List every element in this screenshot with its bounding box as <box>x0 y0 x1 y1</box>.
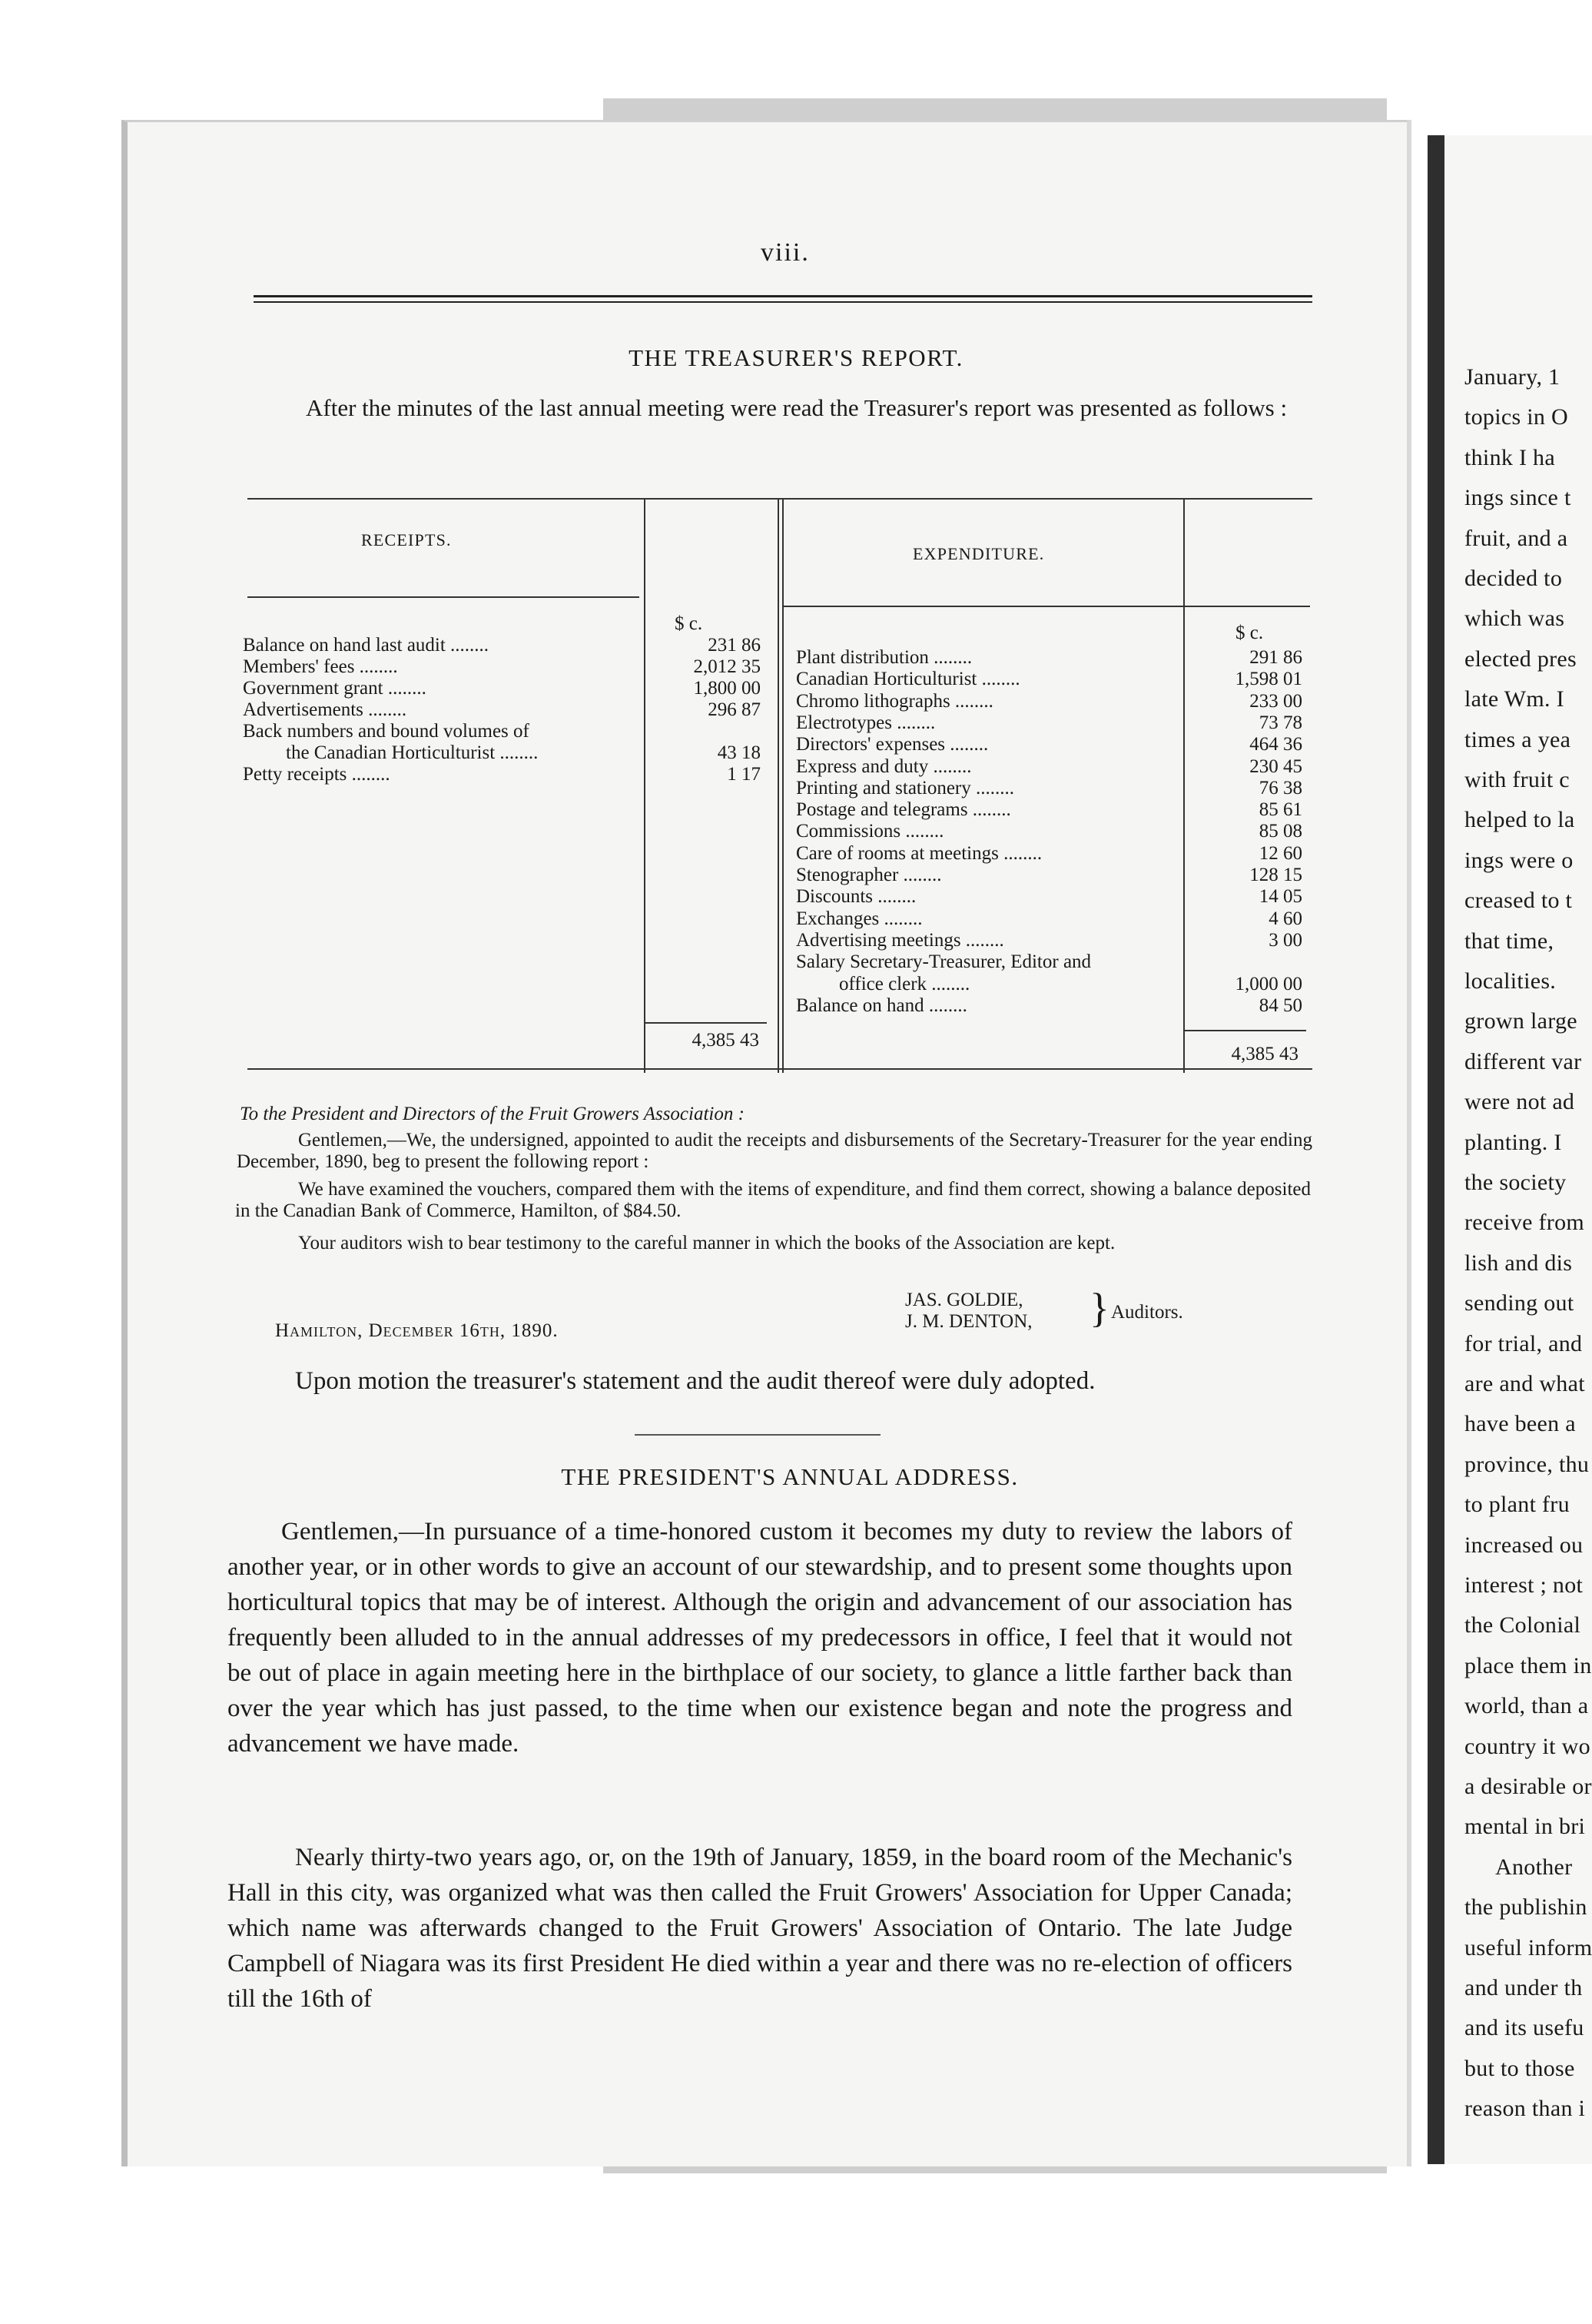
expenditure-amount: 1,000 00 <box>1235 973 1302 994</box>
right-page-line: localities. <box>1464 968 1557 994</box>
audit-paragraph-1: Gentlemen,—We, the undersigned, appointed to audit the receipts and disbursements of the Secretary-Treasurer for the year ending December, 1890, beg to present the following report : <box>237 1130 1312 1172</box>
right-page-line: interest ; not <box>1464 1572 1584 1598</box>
expenditure-amount: 3 00 <box>1269 929 1302 951</box>
expenditure-label: Advertising meetings ........ <box>796 929 1004 951</box>
expenditure-label: Canadian Horticulturist ........ <box>796 669 1020 690</box>
right-page-line: a desirable or <box>1464 1774 1592 1799</box>
right-page-line: planting. I <box>1464 1129 1562 1155</box>
audit-place-date: Hamilton, December 16th, 1890. <box>275 1320 559 1341</box>
expenditure-total: 4,385 43 <box>1231 1044 1298 1064</box>
auditor-goldie: JAS. GOLDIE, <box>905 1290 1023 1310</box>
treasurer-intro: After the minutes of the last annual meeting were read the Treasurer's report was presented as follows : <box>306 394 1288 421</box>
receipt-label: the Canadian Horticulturist ........ <box>286 742 539 763</box>
expenditure-amount: 14 05 <box>1259 886 1302 908</box>
expenditure-amount: 464 36 <box>1249 734 1302 755</box>
expenditure-label: Exchanges ........ <box>796 908 923 929</box>
audit-salutation: To the President and Directors of the Fruit Growers Association : <box>240 1104 745 1124</box>
right-page-line: place them in <box>1464 1652 1592 1678</box>
expenditure-currency-header: $ c. <box>1235 622 1264 643</box>
receipt-label: Back numbers and bound volumes of <box>243 721 529 742</box>
table-divider <box>782 500 784 1073</box>
expenditure-label: Care of rooms at meetings ........ <box>796 842 1043 864</box>
expenditure-amount: 128 15 <box>1249 865 1302 885</box>
receipt-amount: 43 18 <box>717 742 761 763</box>
expenditure-amount: 76 38 <box>1259 777 1302 798</box>
table-top-rule <box>247 498 1312 500</box>
expenditure-amount: 291 86 <box>1249 647 1302 668</box>
expenditure-label: Postage and telegrams ........ <box>796 799 1011 821</box>
top-rule-thin <box>254 301 1312 303</box>
expenditure-amount: 12 60 <box>1259 842 1302 864</box>
right-page-line: topics in O <box>1464 404 1568 430</box>
top-rule <box>254 295 1312 297</box>
right-page-line: times a yea <box>1464 726 1571 752</box>
expenditure-label: Discounts ........ <box>796 886 917 908</box>
right-page-line: creased to t <box>1464 888 1573 914</box>
expenditure-sum-rule <box>1183 1030 1306 1031</box>
auditors-brace: } <box>1090 1285 1109 1331</box>
expenditure-label: Plant distribution ........ <box>796 647 973 668</box>
expenditure-label: Salary Secretary-Treasurer, Editor and <box>796 951 1092 973</box>
expenditure-header: EXPENDITURE. <box>913 544 1045 563</box>
right-page-line: the society <box>1464 1170 1567 1195</box>
right-page-line: Another <box>1495 1854 1573 1880</box>
right-page-line: were not ad <box>1464 1089 1575 1115</box>
right-page-line: think I ha <box>1464 444 1555 470</box>
right-page-fragment <box>1428 135 1592 2164</box>
expenditure-label: Express and duty ........ <box>796 755 972 777</box>
president-paragraph-2: Nearly thirty-two years ago, or, on the 19th of January, 1859, in the board room of the Mechanic's Hall in this city, was organized what was then called the Fruit Growers' Association for Upper Canada; which name was afterwards changed to the Fruit Growers' Association of Ontario. The late Judge Campbell of Niagara was its first President He died within a year and there was no re-election of officers till the 16th of <box>227 1844 1292 2013</box>
audit-paragraph-2: We have examined the vouchers, compared them with the items of expenditure, and find them correct, showing a balance deposited in the Canadian Bank of Commerce, Hamilton, of $84.50. <box>235 1179 1311 1221</box>
right-page-line: but to those <box>1464 2055 1575 2081</box>
expenditure-amount: 4 60 <box>1269 908 1302 929</box>
president-paragraph-1: Gentlemen,—In pursuance of a time-honored custom it becomes my duty to review the labors of another year, or in other words to give an account of our stewardship, and to present some thoughts upon horticultural topics that may be of interest. Although the origin and advancement of our association has frequently been alluded to in the annual addresses of my predecessors in office, I feel that it would not be out of place in again meeting here in the birthplace of our society, to glance a little farther back than over the year which has just passed, to the time when our existence began and note the progress and advancement we have made. <box>227 1518 1292 1758</box>
right-page-line: grown large <box>1464 1008 1577 1034</box>
right-page-line: ings were o <box>1464 847 1574 873</box>
right-page-line: January, 1 <box>1464 364 1560 390</box>
receipt-label: Petty receipts ........ <box>243 764 390 785</box>
section-divider <box>635 1434 881 1436</box>
expenditure-header-rule <box>784 606 1310 607</box>
page-number: viii. <box>761 238 810 267</box>
receipt-amount: 1 17 <box>727 764 761 785</box>
right-page-line: increased ou <box>1464 1532 1584 1558</box>
right-page-line: the publishin <box>1464 1894 1587 1921</box>
auditor-denton: J. M. DENTON, <box>905 1311 1033 1332</box>
right-page-line: with fruit c <box>1464 767 1570 792</box>
expenditure-label: office clerk ........ <box>839 973 970 994</box>
expenditure-label: Stenographer ........ <box>796 865 942 885</box>
expenditure-amount: 233 00 <box>1249 690 1302 712</box>
right-page-line: elected pres <box>1464 646 1577 672</box>
receipts-header-rule <box>247 596 639 598</box>
right-page-line: receive from <box>1464 1210 1585 1236</box>
expenditure-amount: 85 61 <box>1259 799 1302 821</box>
audit-motion: Upon motion the treasurer's statement and the audit thereof were duly adopted. <box>295 1367 1096 1395</box>
right-page-line: are and what <box>1464 1371 1585 1396</box>
right-page-line: mental in bri <box>1464 1814 1586 1840</box>
expenditure-amount: 1,598 01 <box>1235 669 1302 690</box>
right-page-line: have been a <box>1464 1411 1576 1437</box>
right-page-line: reason than i <box>1464 2096 1586 2122</box>
receipts-total: 4,385 43 <box>692 1030 759 1051</box>
right-page-line: that time, <box>1464 928 1554 954</box>
expenditure-amount: 73 78 <box>1259 712 1302 733</box>
president-address-title: THE PRESIDENT'S ANNUAL ADDRESS. <box>561 1463 1019 1490</box>
table-divider <box>778 500 779 1073</box>
expenditure-label: Chromo lithographs ........ <box>796 690 993 712</box>
expenditure-label: Balance on hand ........ <box>796 994 967 1016</box>
right-page-line: and its usefu <box>1464 2015 1584 2041</box>
expenditure-amount: 85 08 <box>1259 821 1302 842</box>
receipt-label: Government grant ........ <box>243 678 426 699</box>
expenditure-amount: 84 50 <box>1259 994 1302 1016</box>
right-page-line: ings since t <box>1464 485 1571 511</box>
audit-paragraph-3: Your auditors wish to bear testimony to the careful manner in which the books of the Association are kept. <box>298 1233 1116 1253</box>
right-page-line: for trial, and <box>1464 1330 1583 1356</box>
expenditure-label: Directors' expenses ........ <box>796 734 989 755</box>
receipt-amount: 296 87 <box>708 699 761 720</box>
expenditure-label: Printing and stationery ........ <box>796 777 1014 798</box>
treasurer-report-title: THE TREASURER'S REPORT. <box>629 344 963 371</box>
right-page-line: the Colonial <box>1464 1612 1581 1638</box>
right-page-line: country it wo <box>1464 1733 1590 1759</box>
receipt-amount: 231 86 <box>708 635 761 656</box>
receipt-label: Members' fees ........ <box>243 656 398 677</box>
table-bottom-rule <box>247 1068 1312 1070</box>
receipt-amount: 1,800 00 <box>693 678 761 699</box>
right-page-line: to plant fru <box>1464 1492 1570 1518</box>
right-page-line: world, than a <box>1464 1693 1589 1719</box>
right-page-line: province, thu <box>1464 1451 1590 1477</box>
receipts-sum-rule <box>644 1022 767 1024</box>
right-page-line: lish and dis <box>1464 1250 1573 1276</box>
right-page-line: helped to la <box>1464 807 1575 833</box>
right-page-line: sending out <box>1464 1290 1574 1316</box>
table-divider <box>1183 500 1185 1073</box>
right-page-line: useful inform <box>1464 1934 1592 1960</box>
right-page-line: and under th <box>1464 1975 1583 2000</box>
expenditure-amount: 230 45 <box>1249 755 1302 777</box>
expenditure-label: Commissions ........ <box>796 821 944 842</box>
expenditure-label: Electrotypes ........ <box>796 712 936 733</box>
receipt-label: Balance on hand last audit ........ <box>243 635 489 656</box>
right-page-line: late Wm. I <box>1464 686 1564 712</box>
right-page-line: decided to <box>1464 566 1563 591</box>
receipts-currency-header: $ c. <box>675 613 703 634</box>
receipts-header: RECEIPTS. <box>361 530 452 549</box>
receipt-label: Advertisements ........ <box>243 699 407 720</box>
receipt-amount: 2,012 35 <box>693 656 761 677</box>
right-page-line: different var <box>1464 1048 1582 1074</box>
right-page-line: which was <box>1464 606 1565 632</box>
right-page-line: fruit, and a <box>1464 525 1568 551</box>
auditors-label: Auditors. <box>1111 1302 1183 1323</box>
table-divider <box>644 500 645 1073</box>
